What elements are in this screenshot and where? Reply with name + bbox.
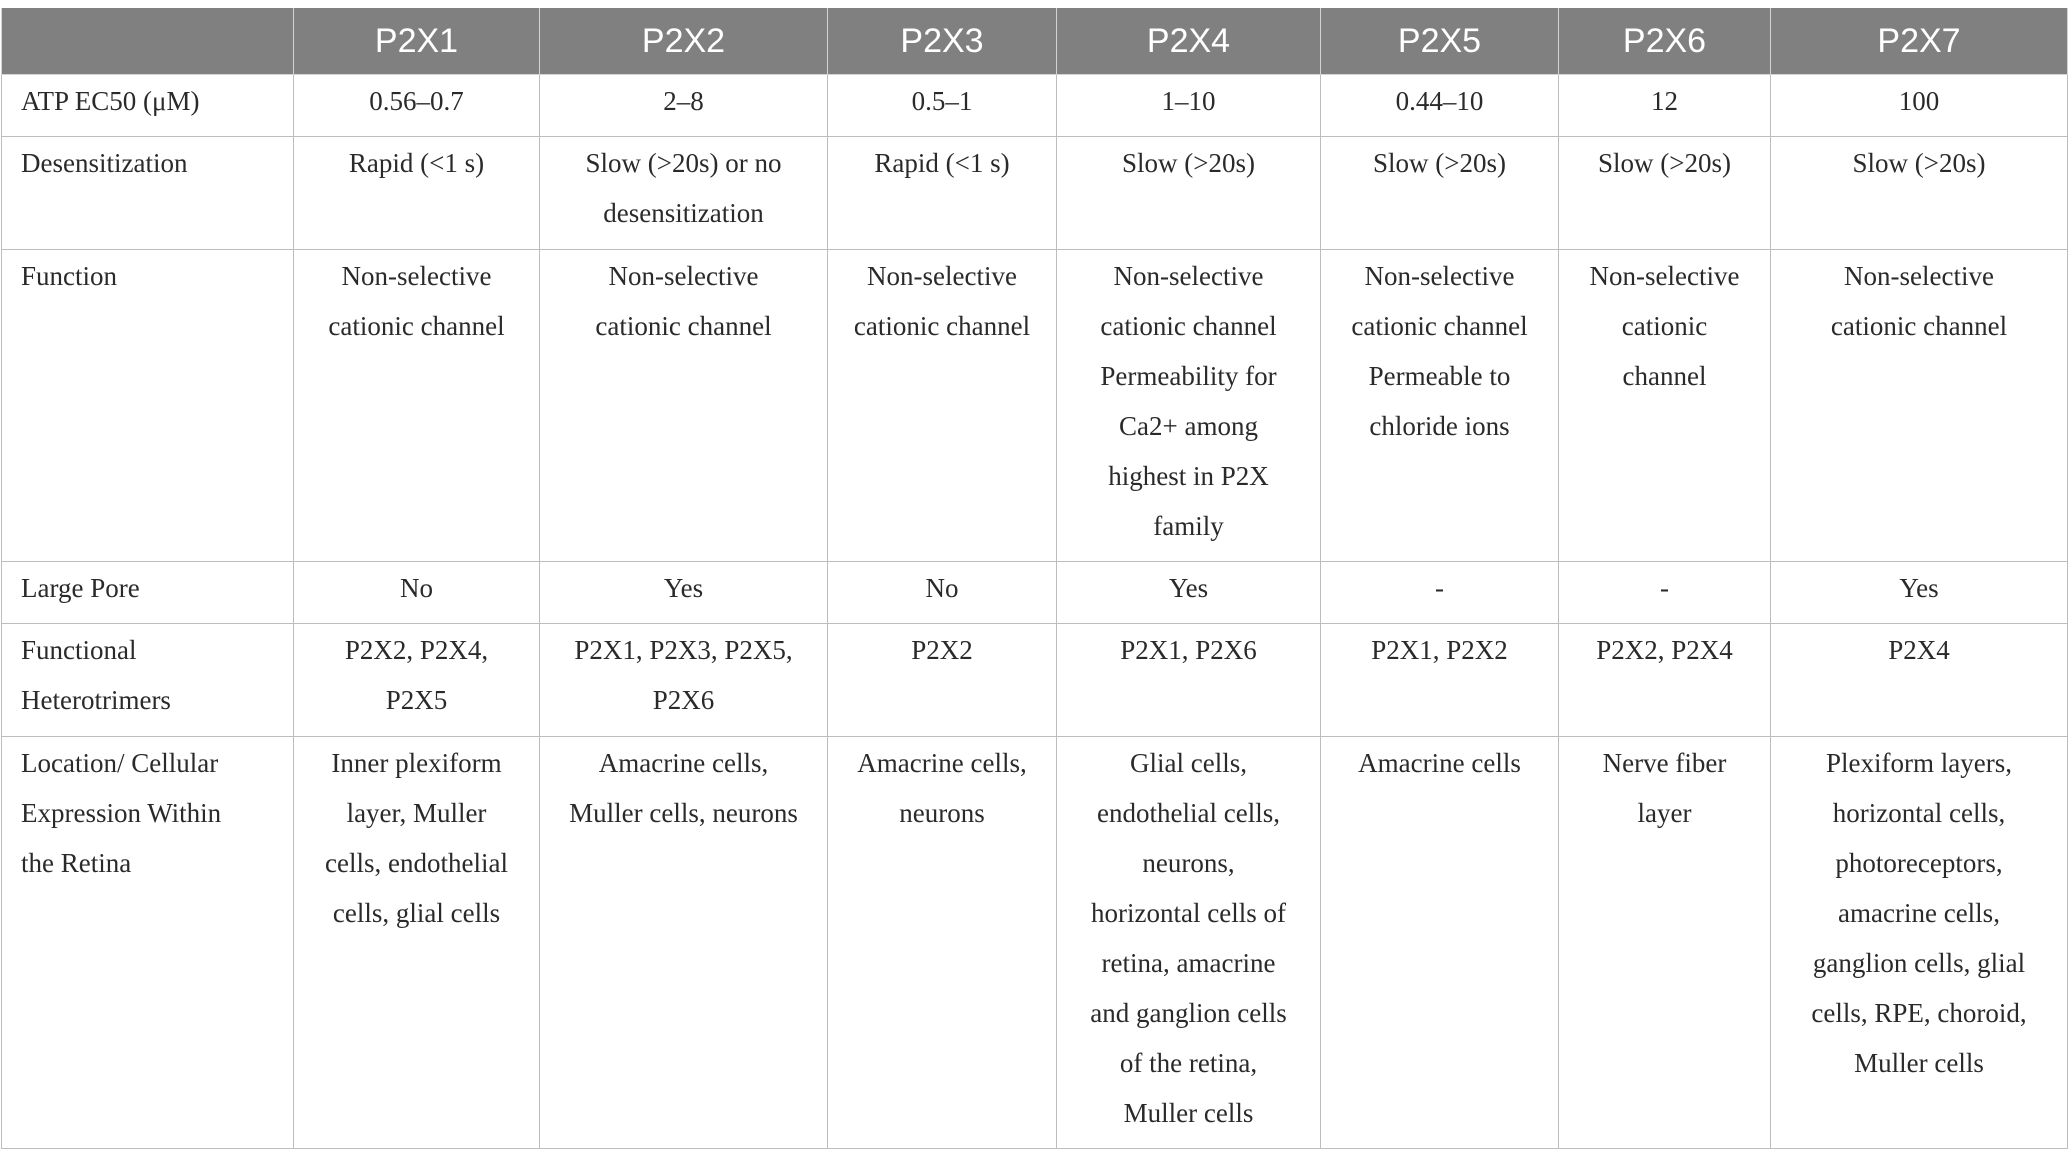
row-label: Desensitization bbox=[2, 137, 294, 250]
table-cell: 12 bbox=[1559, 75, 1771, 137]
table-cell: Rapid (<1 s) bbox=[828, 137, 1057, 250]
table-cell: Non-selective cationic channel bbox=[1559, 250, 1771, 562]
row-label: Functional Heterotrimers bbox=[2, 624, 294, 737]
table-cell: P2X1, P2X6 bbox=[1057, 624, 1321, 737]
table-row bbox=[2, 250, 2068, 562]
row-label: ATP EC50 (μM) bbox=[2, 75, 294, 137]
header-p2x7: P2X7 bbox=[1771, 8, 2068, 75]
table-cell: Nerve fiber layer bbox=[1559, 737, 1771, 1149]
table-cell: Inner plexiform layer, Muller cells, endothelial cells, glial cells bbox=[294, 737, 540, 1149]
table-cell: P2X1, P2X3, P2X5, P2X6 bbox=[540, 624, 828, 737]
table-cell: P2X2, P2X4, P2X5 bbox=[294, 624, 540, 737]
table-cell: Plexiform layers, horizontal cells, photoreceptors, amacrine cells, ganglion cells, glial cells, RPE, choroid, Muller cells bbox=[1771, 737, 2068, 1149]
table-cell: Slow (>20s) bbox=[1321, 137, 1559, 250]
table-cell: Slow (>20s) bbox=[1057, 137, 1321, 250]
header-p2x6: P2X6 bbox=[1559, 8, 1771, 75]
header-corner bbox=[2, 8, 294, 75]
table-cell: 0.5–1 bbox=[828, 75, 1057, 137]
table-row bbox=[2, 737, 2068, 1149]
table-row bbox=[2, 624, 2068, 737]
row-label: Large Pore bbox=[2, 562, 294, 624]
table-cell: Amacrine cells, Muller cells, neurons bbox=[540, 737, 828, 1149]
table-cell: Non-selective cationic channel bbox=[1771, 250, 2068, 562]
table-cell: No bbox=[828, 562, 1057, 624]
table-row bbox=[2, 562, 2068, 624]
header-row bbox=[2, 8, 2068, 75]
header-p2x3: P2X3 bbox=[828, 8, 1057, 75]
table-cell: 2–8 bbox=[540, 75, 828, 137]
header-p2x4: P2X4 bbox=[1057, 8, 1321, 75]
row-label: Function bbox=[2, 250, 294, 562]
table-cell: P2X2 bbox=[828, 624, 1057, 737]
header-p2x1: P2X1 bbox=[294, 8, 540, 75]
table-cell: 1–10 bbox=[1057, 75, 1321, 137]
table-cell: - bbox=[1559, 562, 1771, 624]
table-cell: Yes bbox=[540, 562, 828, 624]
table-cell: Non-selective cationic channel bbox=[828, 250, 1057, 562]
table-cell: Slow (>20s) or no desensitization bbox=[540, 137, 828, 250]
table-cell: Non-selective cationic channel bbox=[294, 250, 540, 562]
table-row bbox=[2, 75, 2068, 137]
table-cell: No bbox=[294, 562, 540, 624]
table-cell: 100 bbox=[1771, 75, 2068, 137]
p2x-receptor-table bbox=[1, 8, 2068, 1149]
table-cell: 0.56–0.7 bbox=[294, 75, 540, 137]
table-cell: P2X1, P2X2 bbox=[1321, 624, 1559, 737]
table-cell: - bbox=[1321, 562, 1559, 624]
table-cell: Yes bbox=[1057, 562, 1321, 624]
table-cell: Non-selective cationic channel Permeability for Ca2+ among highest in P2X family bbox=[1057, 250, 1321, 562]
table-row bbox=[2, 137, 2068, 250]
table-cell: Rapid (<1 s) bbox=[294, 137, 540, 250]
table-cell: Slow (>20s) bbox=[1559, 137, 1771, 250]
table-cell: 0.44–10 bbox=[1321, 75, 1559, 137]
table-cell: Amacrine cells bbox=[1321, 737, 1559, 1149]
table-cell: Non-selective cationic channel bbox=[540, 250, 828, 562]
table-cell: Amacrine cells, neurons bbox=[828, 737, 1057, 1149]
table-cell: Glial cells, endothelial cells, neurons, horizontal cells of retina, amacrine and ganglion cells of the retina, Muller cells bbox=[1057, 737, 1321, 1149]
table-cell: Slow (>20s) bbox=[1771, 137, 2068, 250]
table-cell: P2X2, P2X4 bbox=[1559, 624, 1771, 737]
header-p2x2: P2X2 bbox=[540, 8, 828, 75]
table-cell: Yes bbox=[1771, 562, 2068, 624]
row-label: Location/ Cellular Expression Within the Retina bbox=[2, 737, 294, 1149]
header-p2x5: P2X5 bbox=[1321, 8, 1559, 75]
table-cell: Non-selective cationic channel Permeable to chloride ions bbox=[1321, 250, 1559, 562]
table-cell: P2X4 bbox=[1771, 624, 2068, 737]
